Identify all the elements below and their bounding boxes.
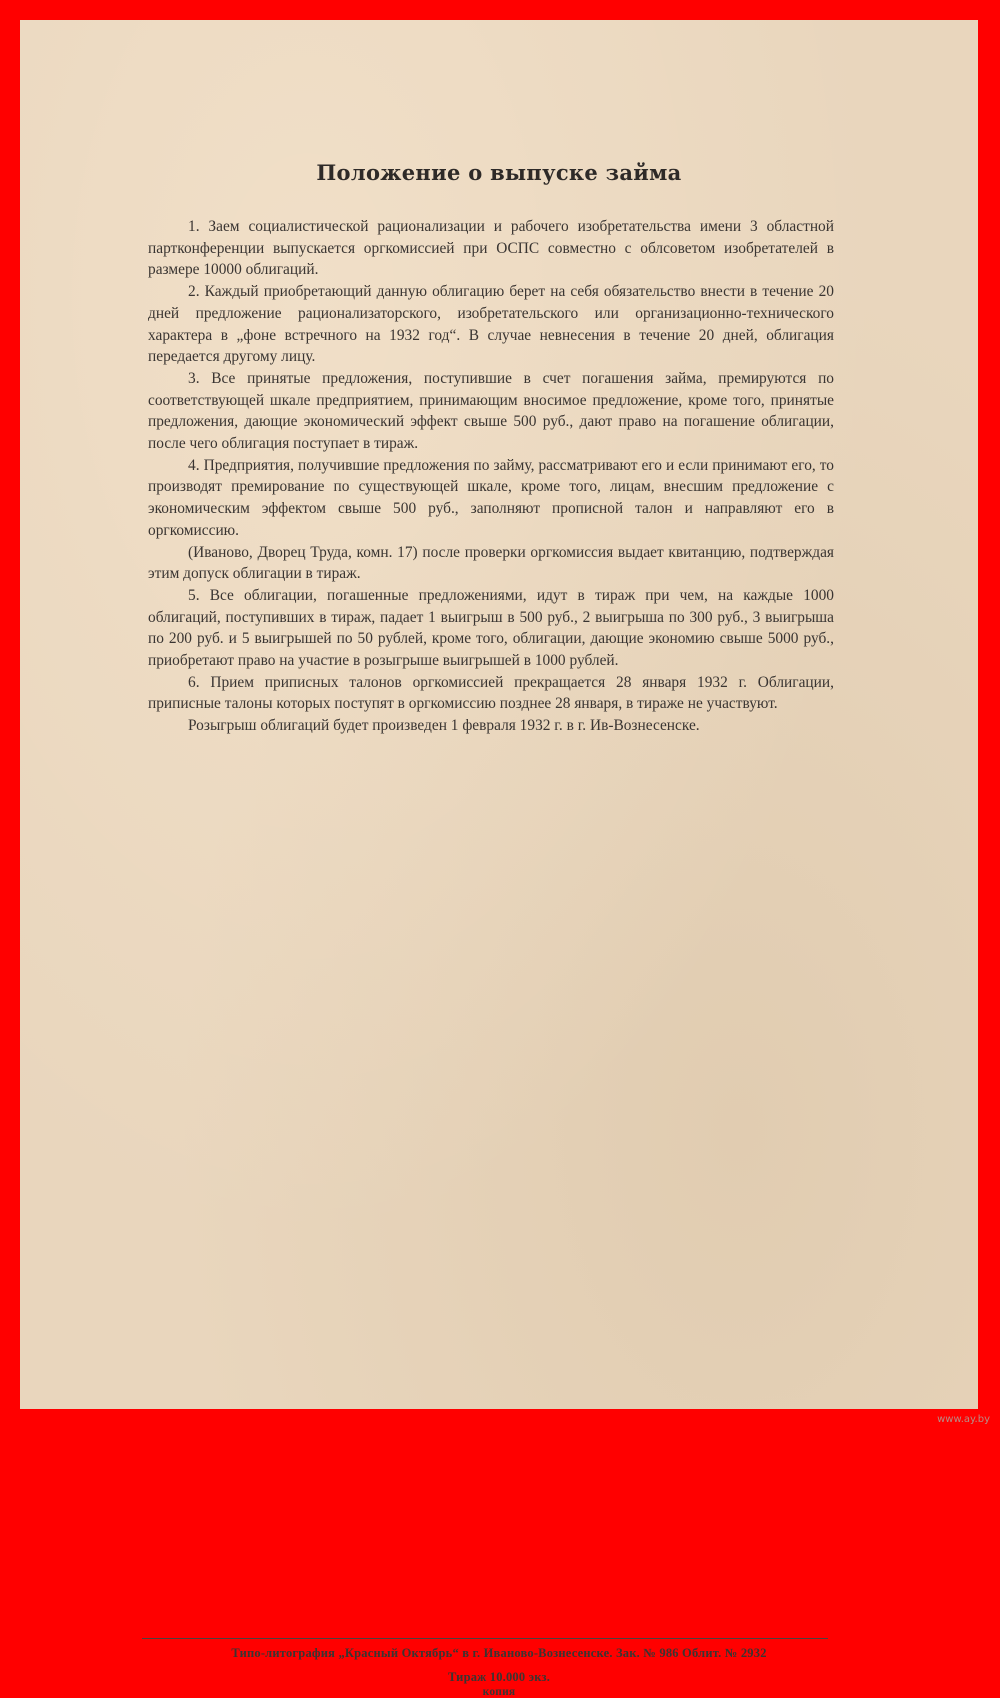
footer-divider <box>142 1638 828 1639</box>
footer-print-run: Тираж 10.000 экз. <box>447 1670 551 1684</box>
paragraph-2: 2. Каждый приобретающий данную облигацию берет на себя обязательство внести в течение 20 дней предложение рационализаторского, изобретательского или организационно-технического характера в „фоне встречного на 1932 год“. В случае невнесения в течение 20 дней, облигация передается другому лицу. <box>148 283 834 366</box>
footer-printer: Типо-литография „Красный Октябрь“ в г. Иваново-Вознесенске. Зак. № 986 Облит. № 2932 <box>231 1646 767 1660</box>
footer-copy-mark: копия <box>482 1686 516 1698</box>
paragraph-4-continuation: (Иваново, Дворец Труда, комн. 17) после проверки оргкомиссия выдает квитанцию, подтверждая этим допуск облигации в тираж. <box>148 543 834 583</box>
paragraph-3: 3. Все принятые предложения, поступившие в счет погашения займа, премируются по соответствующей шкале предприятием, принимающим вносимое предложение, кроме того, принятые предложения, дающие экономический эффект свыше 500 руб., дают право на погашение облигации, после чего облигация поступает в тираж. <box>148 369 834 453</box>
paragraph-draw-date: Розыгрыш облигаций будет произведен 1 февраля 1932 г. в г. Ив-Вознесенске. <box>188 717 700 735</box>
document-title: Положение о выпуске займа <box>316 160 682 185</box>
paragraph-1: 1. Заем социалистической рационализации и рабочего изобретательства имени 3 областной партконференции выпускается оргкомиссией при ОСПС совместно с облсоветом изобретателей в размере 10000 облигаций. <box>148 218 834 279</box>
paragraph-6: 6. Прием приписных талонов оргкомиссией прекращается 28 января 1932 г. Облигации, приписные талоны которых поступят в оргкомиссию позднее 28 января, в тираже не участвуют. <box>148 673 834 713</box>
paragraph-5: 5. Все облигации, погашенные предложениями, идут в тираж при чем, на каждые 1000 облигаций, поступивших в тираж, падает 1 выигрыш в 500 руб., 2 выигрыша по 300 руб., 3 выигрыша по 200 руб. и 5 выигрышей по 50 рублей, кроме того, облигации, дающие экономию свыше 5000 руб., приобретают право на участие в розыгрыше выигрышей в 1000 рублей. <box>148 586 834 670</box>
document-body <box>148 216 834 737</box>
paragraph-4: 4. Предприятия, получившие предложения по займу, рассматривают его и если принимают его, то производят премирование по существующей шкале, кроме того, лицам, внесшим предложение с экономическим эффектом свыше 500 руб., заполняют прописной талон и направляют его в оргкомиссию. <box>148 456 834 539</box>
watermark: www.ay.by <box>937 1414 990 1425</box>
